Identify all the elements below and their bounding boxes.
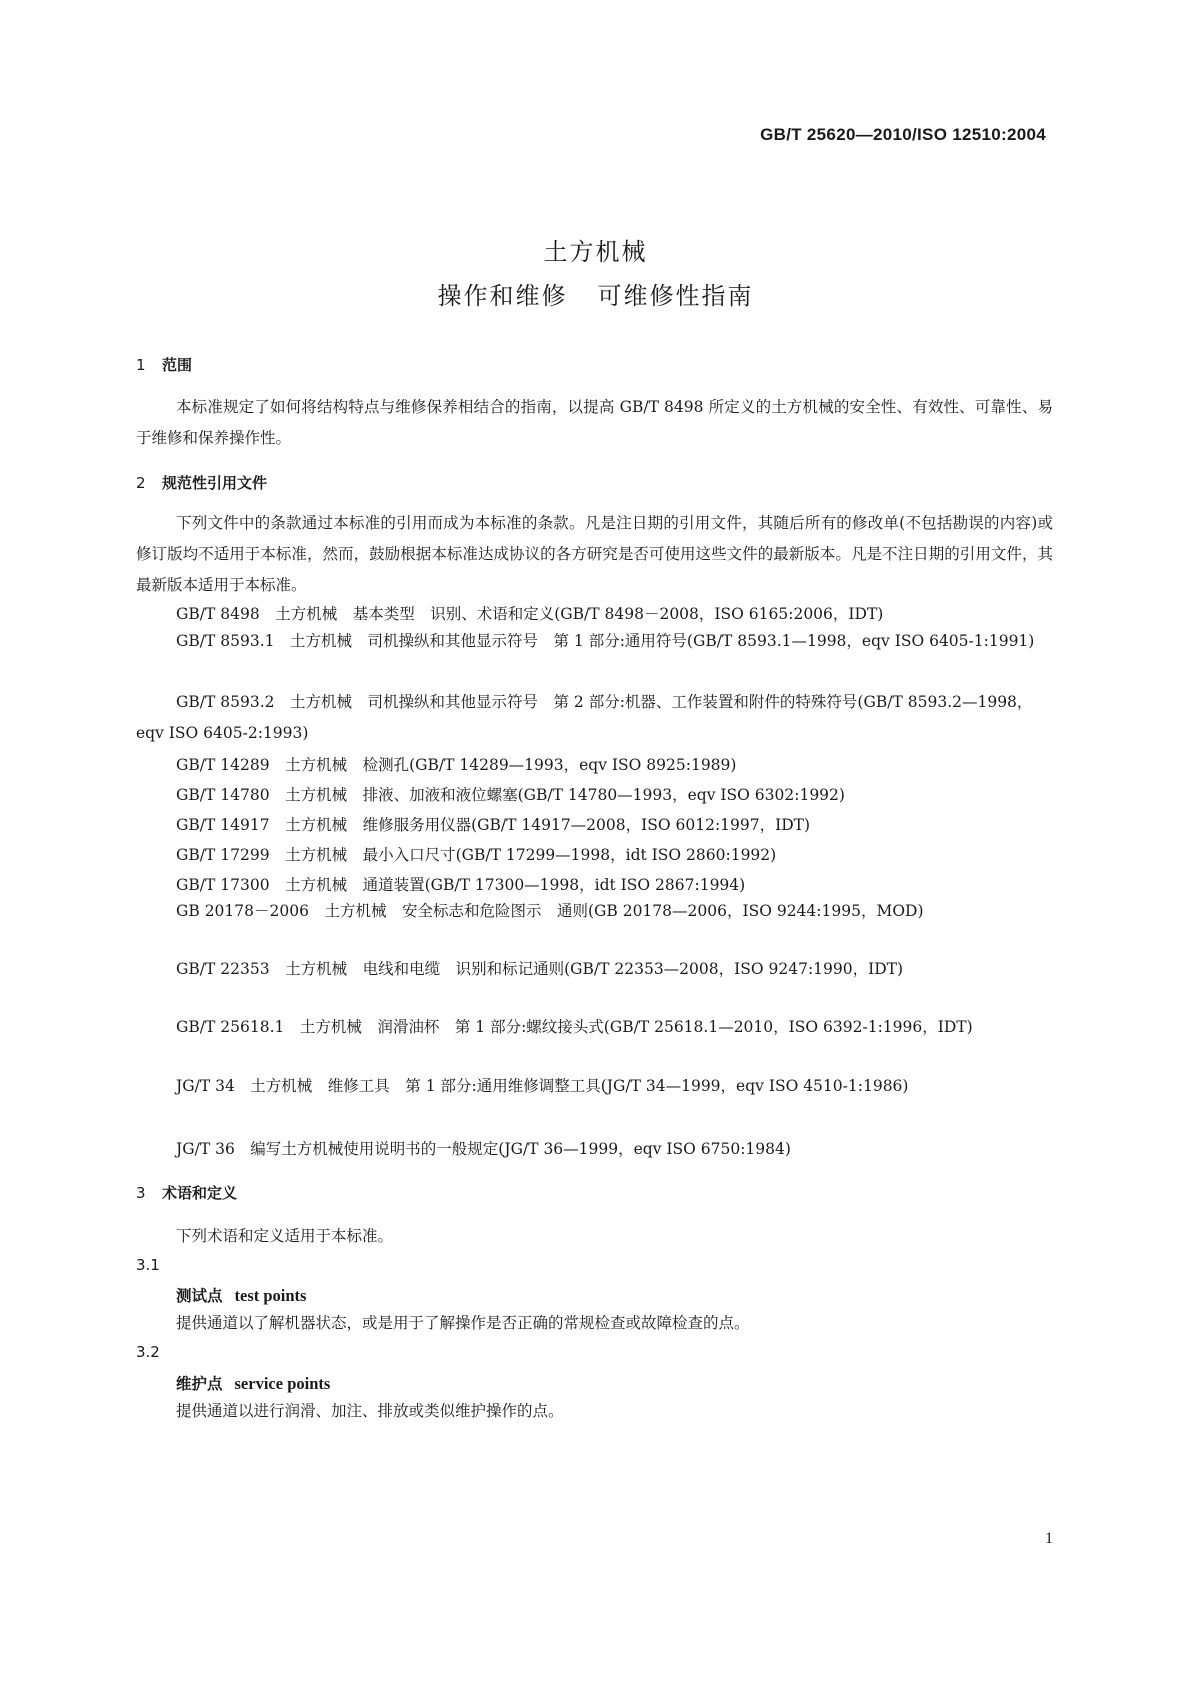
term-zh: 测试点	[176, 1287, 223, 1305]
reference-item: GB/T 25618.1 土方机械 润滑油杯 第 1 部分:螺纹接头式(GB/T 25618.1—2010，ISO 6392-1:1996，IDT)	[176, 1018, 973, 1036]
title-line-2	[0, 276, 1191, 311]
reference-item: GB 20178－2006 土方机械 安全标志和危险图示 通则(GB 20178—2006，ISO 9244:1995，MOD)	[176, 902, 924, 920]
section-number: 1	[136, 356, 146, 374]
section-2-intro: 下列文件中的条款通过本标准的引用而成为本标准的条款。凡是注日期的引用文件，其随后所有的修改单(不包括勘误的内容)或修订版均不适用于本标准，然而，鼓励根据本标准达成协议的各方研究是否可使用这些文件的最新版本。凡是不注日期的引用文件，其最新版本适用于本标准。	[136, 514, 1053, 594]
section-1-heading	[136, 354, 192, 375]
term-zh: 维护点	[176, 1375, 223, 1393]
term-heading	[176, 1284, 306, 1306]
section-number: 2	[136, 474, 146, 492]
section-title: 规范性引用文件	[162, 474, 268, 492]
reference-item: GB/T 22353 土方机械 电线和电缆 识别和标记通则(GB/T 22353—2008，ISO 9247:1990，IDT)	[176, 960, 904, 978]
reference-item: GB/T 14917 土方机械 维修服务用仪器(GB/T 14917—2008，ISO 6012:1997，IDT)	[176, 816, 811, 834]
section-3-intro: 下列术语和定义适用于本标准。	[176, 1227, 394, 1245]
title-part-b: 可维修性指南	[597, 282, 754, 310]
reference-item: JG/T 36 编写土方机械使用说明书的一般规定(JG/T 36—1999，eqv ISO 6750:1984)	[176, 1140, 791, 1158]
term-en: service points	[234, 1374, 331, 1393]
reference-item: GB/T 8593.1 土方机械 司机操纵和其他显示符号 第 1 部分:通用符号(GB/T 8593.1—1998，eqv ISO 6405-1:1991)	[176, 632, 1035, 650]
section-number: 3	[136, 1184, 146, 1202]
term-number: 3.2	[136, 1343, 160, 1361]
term-heading	[176, 1372, 330, 1394]
term-en: test points	[234, 1286, 307, 1305]
reference-item: JG/T 34 土方机械 维修工具 第 1 部分:通用维修调整工具(JG/T 34—1999，eqv ISO 4510-1:1986)	[176, 1077, 909, 1095]
section-title: 范围	[162, 356, 193, 374]
term-definition: 提供通道以进行润滑、加注、排放或类似维护操作的点。	[176, 1402, 564, 1420]
section-title: 术语和定义	[162, 1184, 238, 1202]
term-definition: 提供通道以了解机器状态，或是用于了解操作是否正确的常规检查或故障检查的点。	[176, 1314, 750, 1332]
title-part-a: 操作和维修	[437, 282, 568, 310]
reference-item: GB/T 17299 土方机械 最小入口尺寸(GB/T 17299—1998，idt ISO 2860:1992)	[176, 846, 777, 864]
section-3-heading	[136, 1182, 237, 1203]
standard-code: GB/T 25620—2010/ISO 12510:2004	[760, 125, 1046, 144]
page-number: 1	[1045, 1530, 1053, 1547]
reference-item: GB/T 8498 土方机械 基本类型 识别、术语和定义(GB/T 8498－2008，ISO 6165:2006，IDT)	[176, 605, 884, 623]
section-1-text: 本标准规定了如何将结构特点与维修保养相结合的指南，以提高 GB/T 8498 所定义的土方机械的安全性、有效性、可靠性、易于维修和保养操作性。	[136, 398, 1053, 447]
reference-item: GB/T 8593.2 土方机械 司机操纵和其他显示符号 第 2 部分:机器、工作装置和附件的特殊符号(GB/T 8593.2—1998，eqv ISO 6405-2:1993)	[136, 693, 1033, 742]
reference-item: GB/T 14780 土方机械 排液、加液和液位螺塞(GB/T 14780—1993，eqv ISO 6302:1992)	[176, 786, 845, 804]
reference-item: GB/T 17300 土方机械 通道装置(GB/T 17300—1998，idt ISO 2867:1994)	[176, 876, 746, 894]
title-line-1: 土方机械	[543, 238, 648, 266]
reference-item: GB/T 14289 土方机械 检测孔(GB/T 14289—1993，eqv ISO 8925:1989)	[176, 756, 737, 774]
section-2-heading	[136, 472, 267, 493]
term-number: 3.1	[136, 1256, 160, 1274]
